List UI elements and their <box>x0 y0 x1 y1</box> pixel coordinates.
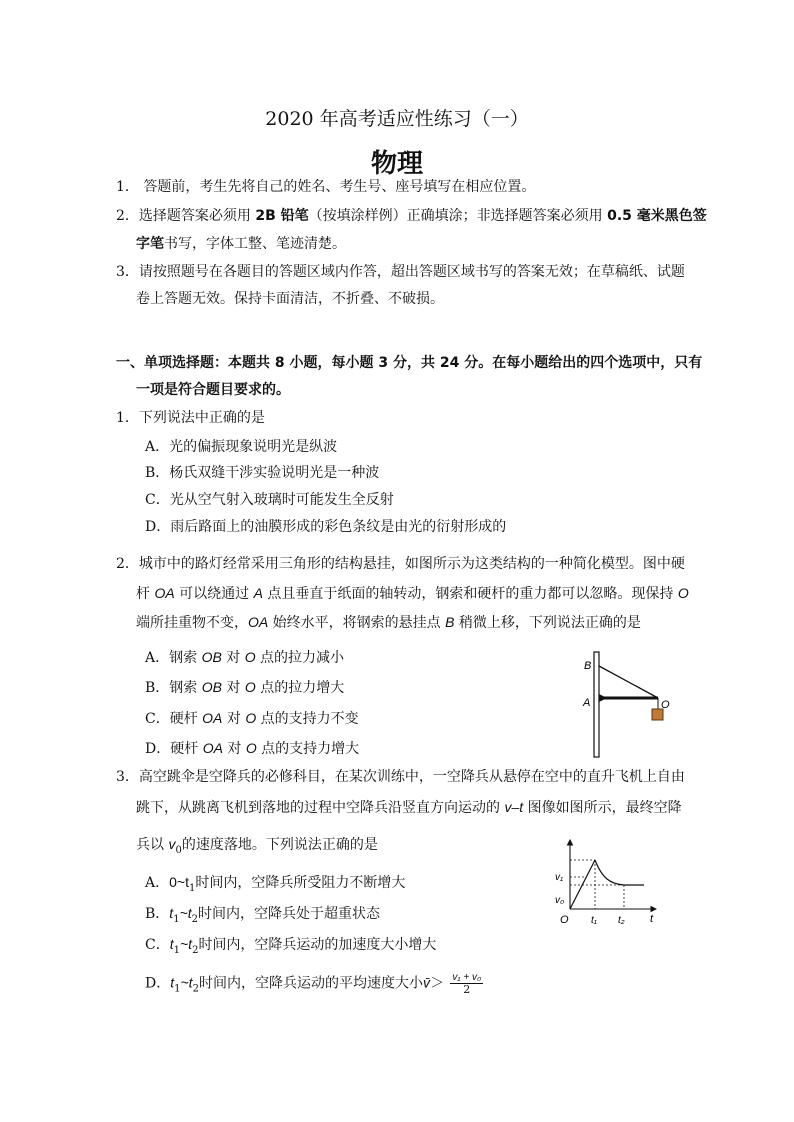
instruction-3: 3．请按照题号在各题目的答题区域内作答，超出答题区域书写的答案无效；在草稿纸、试题 <box>116 264 685 280</box>
label-b: B <box>584 660 592 672</box>
q1-option-d: D．雨后路面上的油膜形成的彩色条纹是由光的衍射形成的 <box>145 519 507 535</box>
q3-vt-graph <box>552 836 664 928</box>
q3-option-a: A．$0\sim t_1$时间内，空降兵所受阻力不断增大 <box>145 874 406 894</box>
instruction-text: 答题前，考生先将自己的姓名、考生号、座号填写在相应位置。 <box>143 179 536 195</box>
q1-option-c: C．光从空气射入玻璃时可能发生全反射 <box>145 492 394 508</box>
question-2-stem-line2: 杆 OA 可以绕通过 A 点且垂直于纸面的轴转动，钢索和硬杆的重力都可以忽略。现保持 O <box>136 585 689 602</box>
instruction-1 <box>116 178 535 196</box>
q2-figure <box>576 648 676 760</box>
exam-title: 2020 年高考适应性练习（一） <box>265 108 529 130</box>
q1-option-b: B．杨氏双缝干涉实验说明光是一种波 <box>145 465 380 481</box>
q2-option-a: A．钢索 OB 对 O 点的拉力减小 <box>145 649 345 666</box>
question-number: 2． <box>116 556 139 572</box>
instruction-number: 3． <box>116 264 139 280</box>
decel-curve <box>595 860 624 885</box>
question-number: 1． <box>116 410 139 426</box>
question-2-stem: 2．城市中的路灯经常采用三角形的结构悬挂，如图所示为这类结构的一种简化模型。图中硬 <box>116 556 685 572</box>
q1-option-a: A．光的偏振现象说明光是纵波 <box>145 439 338 455</box>
instruction-2: 2．选择题答案必须用 2B 铅笔（按填涂样例）正确填涂；非选择题答案必须用 0.5 毫米黑色签 <box>116 208 707 224</box>
q2-option-b: B．钢索 OB 对 O 点的拉力增大 <box>145 679 345 696</box>
question-2-stem-line3: 端所挂重物不变，OA 始终水平，将钢索的悬挂点 B 稍微上移，下列说法正确的是 <box>136 614 641 631</box>
label-origin: O <box>560 914 569 926</box>
label-t2: t₂ <box>618 915 625 926</box>
q2-option-d: D．硬杆 OA 对 O 点的支持力增大 <box>145 740 360 757</box>
label-v1: v₁ <box>555 872 564 883</box>
label-a: A <box>583 697 591 709</box>
section-heading: 一、单项选择题：本题共 8 小题，每小题 3 分，共 24 分。在每小题给出的四个选项中，只有 <box>116 355 703 371</box>
question-3-stem: 3．高空跳伞是空降兵的必修科目，在某次训练中，一空降兵从悬停在空中的直升飞机上自由 <box>116 769 685 785</box>
section-heading-cont: 一项是符合题目要求的。 <box>136 382 290 398</box>
label-o: O <box>661 699 670 711</box>
question-3-stem-line3: 兵以 $v_0$的速度落地。下列说法正确的是 <box>136 836 378 856</box>
q2-option-c: C．硬杆 OA 对 O 点的支持力不变 <box>145 710 359 727</box>
instruction-3-cont: 卷上答题无效。保持卡面清洁，不折叠、不破损。 <box>136 291 444 307</box>
instruction-2-cont: 字笔书写，字体工整、笔迹清楚。 <box>136 236 346 252</box>
hinge-a <box>599 694 607 702</box>
steel-cable-ob <box>599 666 658 698</box>
instruction-number: 1． <box>116 179 139 195</box>
wall <box>594 652 599 757</box>
label-t: t <box>650 913 654 925</box>
instruction-number: 2． <box>116 208 139 224</box>
label-t1: t₁ <box>591 915 597 926</box>
accel-segment <box>570 860 595 909</box>
fraction: $\frac{\text{v₁ + v₀}}{2}$ <box>452 972 482 996</box>
q3-option-b: B．$t_1\sim t_2$时间内，空降兵处于超重状态 <box>145 905 381 925</box>
q3-option-d: D．$t_1\sim t_2$时间内，空降兵运动的平均速度大小v̄＞ $\frac{\text{v₁ + v₀}}{2}$ <box>145 972 482 996</box>
q3-option-c: C．$t_1\sim t_2$时间内，空降兵运动的加速度大小增大 <box>145 936 437 956</box>
question-3-stem-line2: 跳下，从跳离飞机到落地的过程中空降兵沿竖直方向运动的 v–t 图像如图所示，最终空降 <box>136 799 682 816</box>
question-1-stem: 1．下列说法中正确的是 <box>116 410 265 426</box>
question-number: 3． <box>116 769 139 785</box>
label-v0: v₀ <box>555 895 565 906</box>
subject-title: 物理 <box>370 149 423 179</box>
